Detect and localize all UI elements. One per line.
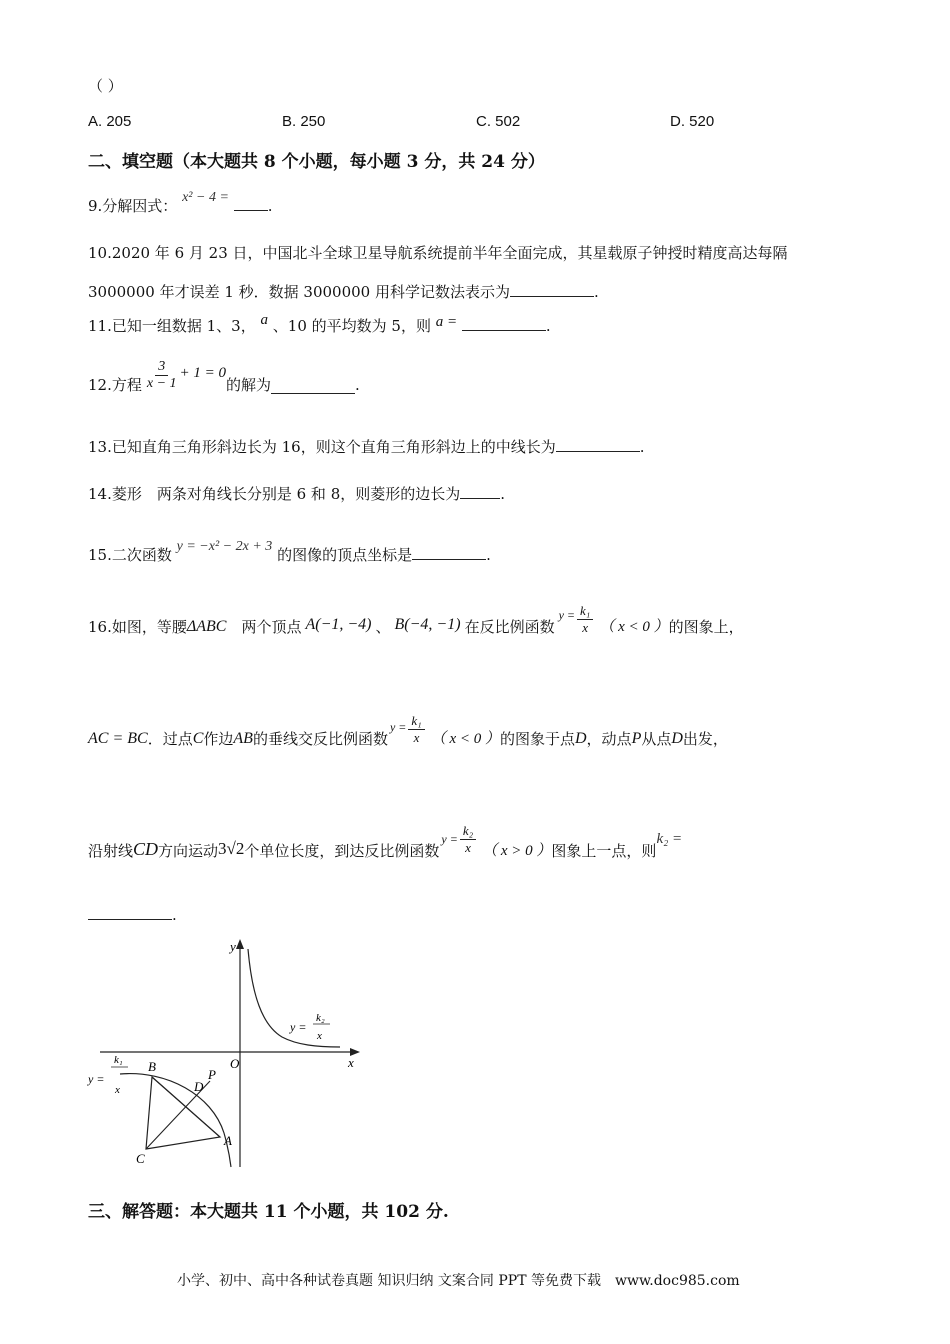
q16-l3-cd: CD bbox=[133, 839, 159, 859]
option-a: A. 205 bbox=[88, 113, 132, 130]
question-15 bbox=[88, 539, 491, 567]
q16-l2-d-point-2: D bbox=[671, 730, 683, 747]
q12-denominator: x − 1 bbox=[146, 375, 177, 391]
q12-prefix: 12.方程 bbox=[88, 376, 142, 394]
q16-l1-condition: （ x < 0 ） bbox=[599, 619, 669, 635]
q16-l1-x: x bbox=[582, 619, 589, 635]
q13-end: . bbox=[639, 438, 645, 456]
q16-l2-c-point: C bbox=[192, 730, 204, 747]
y-axis-label: y bbox=[230, 939, 236, 954]
q12-suffix: 的解为 bbox=[226, 376, 272, 394]
q16-l2-h: 出发， bbox=[682, 730, 728, 748]
point-d-label: D bbox=[194, 1079, 204, 1094]
q16-l3-x: x bbox=[465, 839, 471, 855]
point-c-label: C bbox=[136, 1151, 145, 1166]
q15-answer-blank[interactable] bbox=[412, 545, 486, 560]
q9-expression: x² − 4 = bbox=[182, 190, 229, 205]
q16-l2-ab: AB bbox=[233, 730, 253, 747]
q16-l2-k1: k₁ bbox=[408, 713, 424, 730]
q16-l2-d-point: D bbox=[574, 730, 587, 747]
q16-l1-fraction bbox=[577, 603, 593, 636]
question-16-line-1 bbox=[88, 598, 744, 640]
q12-fraction bbox=[144, 359, 180, 392]
q16-end: . bbox=[172, 906, 177, 924]
q15-prefix: 15.二次函数 bbox=[88, 546, 172, 564]
q16-l1-k1: k₁ bbox=[577, 603, 593, 620]
q16-l3-distance: 3√2 bbox=[218, 839, 245, 858]
x-axis-label: x bbox=[348, 1055, 354, 1070]
question-11 bbox=[88, 312, 551, 337]
q11-variable: a bbox=[260, 312, 268, 328]
section-2-heading: 二、填空题（本大题共 8 个小题，每小题 3 分，共 24 分） bbox=[88, 152, 545, 172]
question-16-line-2 bbox=[88, 707, 728, 751]
q16-l3-k2: k₂ bbox=[460, 823, 476, 840]
q16-l3-d: 图象上一点，则 bbox=[551, 842, 657, 860]
q11-middle: 、10 的平均数为 5，则 bbox=[272, 317, 431, 335]
q16-l3-k2-eq: k₂ = bbox=[656, 831, 683, 847]
point-b-label: B bbox=[148, 1059, 156, 1074]
q16-figure bbox=[82, 935, 372, 1175]
curve-k1-y: y = bbox=[88, 1072, 105, 1086]
origin-label: O bbox=[230, 1056, 240, 1071]
question-14 bbox=[88, 484, 505, 504]
y-axis-arrow bbox=[236, 939, 244, 949]
q16-l1-b: 两个顶点 bbox=[226, 618, 302, 636]
curve-k1-denominator: x bbox=[115, 1084, 120, 1096]
point-p-label: P bbox=[208, 1067, 216, 1082]
q16-triangle: ΔABC bbox=[186, 618, 227, 635]
q16-l2-g: 从点 bbox=[641, 730, 672, 748]
q15-expression: y = −x² − 2x + 3 bbox=[176, 539, 273, 554]
q12-answer-blank[interactable] bbox=[271, 379, 355, 394]
point-a-label: A bbox=[224, 1133, 232, 1148]
q16-l3-c: 个单位长度，到达反比例函数 bbox=[244, 842, 440, 860]
q16-l3-fraction bbox=[460, 823, 476, 856]
q11-expression: a = bbox=[435, 314, 458, 330]
curve-k2-numerator: k₂ bbox=[316, 1012, 325, 1024]
q16-l3-b: 方向运动 bbox=[158, 842, 219, 860]
option-c: C. 502 bbox=[476, 113, 521, 130]
q12-end: . bbox=[355, 376, 360, 394]
q16-l3-condition: （ x > 0 ） bbox=[482, 843, 552, 859]
q13-answer-blank[interactable] bbox=[556, 437, 640, 452]
q16-l2-c: 作边 bbox=[203, 730, 234, 748]
q16-l1-a: 16.如图，等腰 bbox=[88, 618, 187, 636]
q16-answer-blank[interactable] bbox=[88, 905, 172, 920]
q11-answer-blank[interactable] bbox=[462, 316, 546, 331]
option-b: B. 250 bbox=[282, 113, 326, 130]
q16-l2-d: 的垂线交反比例函数 bbox=[252, 730, 388, 748]
question-8-paren: （ ） bbox=[88, 77, 123, 95]
triangle-abc bbox=[146, 1077, 220, 1149]
q16-l2-b: ．过点 bbox=[147, 730, 193, 748]
q14-text: 14.菱形 两条对角线长分别是 6 和 8，则菱形的边长为 bbox=[88, 485, 461, 503]
q10-end: . bbox=[594, 283, 599, 301]
q10-answer-blank[interactable] bbox=[510, 282, 594, 297]
q16-l1-c: 在反比例函数 bbox=[464, 618, 555, 636]
q9-prefix: 9.分解因式： bbox=[88, 197, 178, 215]
q16-l2-p-point: P bbox=[631, 730, 642, 747]
q12-rest: + 1 = 0 bbox=[179, 365, 227, 381]
q16-l2-e: 的图象于点 bbox=[499, 730, 575, 748]
q16-l3-a: 沿射线 bbox=[88, 842, 134, 860]
q14-end: . bbox=[500, 485, 506, 503]
q16-point-a: A(−1, −4) bbox=[305, 616, 372, 633]
question-10-line-2 bbox=[88, 282, 599, 302]
q12-numerator: 3 bbox=[155, 359, 168, 376]
option-d: D. 520 bbox=[670, 113, 715, 130]
curve-k2-denominator: x bbox=[317, 1030, 322, 1042]
section-3-heading: 三、解答题：本大题共 11 个小题，共 102 分. bbox=[88, 1202, 449, 1222]
q15-suffix: 的图像的顶点坐标是 bbox=[277, 546, 413, 564]
q9-answer-blank[interactable] bbox=[234, 196, 268, 211]
q16-l2-y-eq: y = bbox=[389, 720, 407, 734]
q16-l2-condition: （ x < 0 ） bbox=[430, 731, 500, 747]
q11-prefix: 11.已知一组数据 1、3， bbox=[88, 317, 256, 335]
question-9 bbox=[88, 190, 273, 218]
q16-l2-x: x bbox=[413, 729, 420, 745]
q16-point-b: B(−4, −1) bbox=[394, 616, 461, 633]
question-10-line-1: 10.2020 年 6 月 23 日，中国北斗全球卫星导航系统提前半年全面完成，其星载原子钟授时精度高达每隔 bbox=[88, 244, 788, 262]
q11-end: . bbox=[545, 317, 551, 335]
q16-l1-sep: 、 bbox=[375, 618, 391, 636]
q15-end: . bbox=[486, 546, 491, 564]
page-footer: 小学、初中、高中各种试卷真题 知识归纳 文案合同 PPT 等免费下载 www.doc985.com bbox=[177, 1273, 740, 1289]
q16-l1-y-eq: y = bbox=[558, 608, 576, 622]
q16-l2-fraction bbox=[408, 713, 424, 746]
q9-end: . bbox=[267, 197, 273, 215]
curve-k1-numerator: k₁ bbox=[114, 1054, 123, 1066]
q14-answer-blank[interactable] bbox=[460, 484, 500, 499]
question-13 bbox=[88, 437, 645, 457]
q16-l2-f: ，动点 bbox=[586, 730, 632, 748]
question-16-answer-line bbox=[88, 905, 177, 925]
question-12 bbox=[88, 355, 360, 399]
curve-k2-y: y = bbox=[290, 1020, 307, 1034]
q16-l3-y-eq: y = bbox=[441, 832, 458, 846]
q10-text: 3000000 年才误差 1 秒．数据 3000000 用科学记数法表示为 bbox=[88, 283, 510, 301]
question-16-line-3 bbox=[88, 817, 682, 861]
q16-l1-d: 的图象上， bbox=[668, 618, 744, 636]
q13-text: 13.已知直角三角形斜边长为 16，则这个直角三角形斜边上的中线长为 bbox=[88, 438, 556, 456]
q16-l2-ac-bc: AC = BC bbox=[88, 730, 148, 747]
